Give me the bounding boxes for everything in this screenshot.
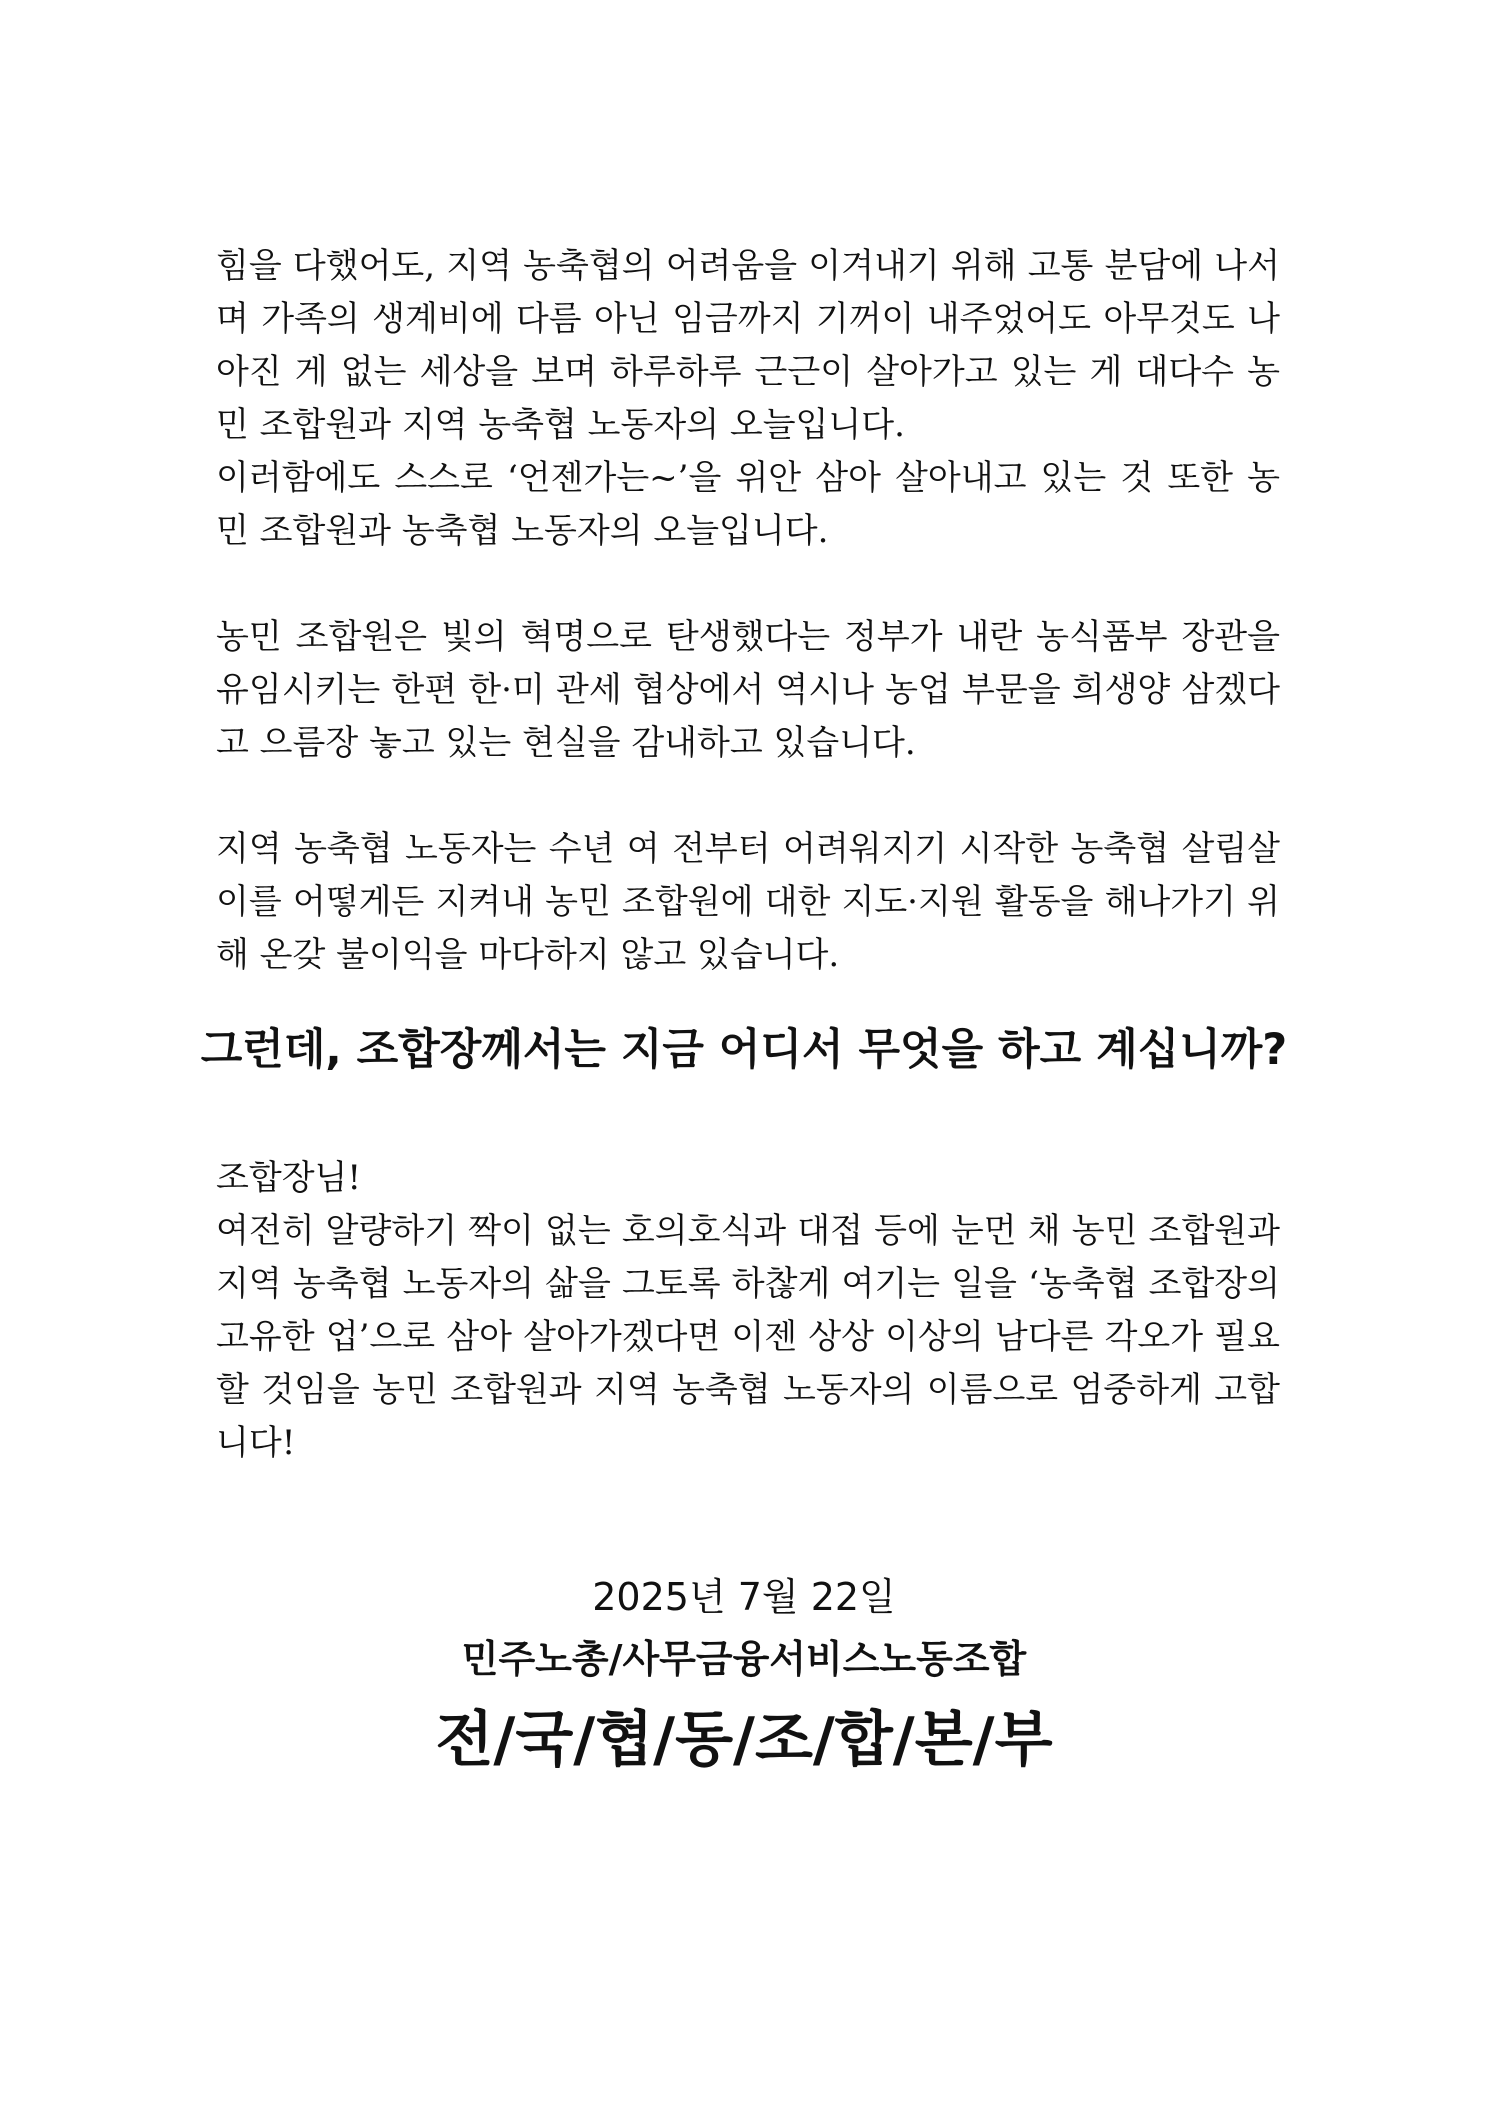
address-section bbox=[216, 1152, 1280, 1470]
paragraph-farmers: 농민 조합원은 빛의 혁명으로 탄생했다는 정부가 내란 농식품부 장관을 유임시키는 한편 한·미 관세 협상에서 역시나 농업 부문을 희생양 삼겠다고 으름장 놓고 있는 현실을 감내하고 있습니다. bbox=[216, 617, 1280, 763]
paragraph-warning: 여전히 알량하기 짝이 없는 호의호식과 대접 등에 눈먼 채 농민 조합원과 지역 농축협 노동자의 삶을 그토록 하찮게 여기는 일을 ‘농축협 조합장의 고유한 업’으로 삼아 살아가겠다면 이젠 상상 이상의 남다른 각오가 필요할 것임을 농민 조합원과 지역 농축협 노동자의 이름으로 엄중하게 고합니다! bbox=[216, 1211, 1280, 1463]
farmers-section bbox=[216, 611, 1280, 770]
workers-section bbox=[216, 823, 1280, 982]
paragraph-hardship: 힘을 다했어도, 지역 농축협의 어려움을 이겨내기 위해 고통 분담에 나서며 가족의 생계비에 다름 아닌 임금까지 기꺼이 내주었어도 아무것도 나아진 게 없는 세상을 보며 하루하루 근근이 살아가고 있는 게 대다수 농민 조합원과 지역 농축협 노동자의 오늘입니다. bbox=[216, 246, 1280, 445]
paragraph-someday: 이러함에도 스스로 ‘언젠가는~’을 위안 삼아 살아내고 있는 것 또한 농민 조합원과 농축협 노동자의 오늘입니다. bbox=[216, 458, 1280, 551]
signature-date: 2025년 7월 22일 bbox=[592, 1575, 896, 1619]
signature-branch: 전/국/협/동/조/합/본/부 bbox=[435, 1705, 1053, 1775]
salutation: 조합장님! bbox=[216, 1158, 362, 1198]
signature-organization: 민주노총/사무금융서비스노동조합 bbox=[461, 1637, 1027, 1681]
intro-section bbox=[216, 240, 1280, 558]
question-heading: 그런데, 조합장께서는 지금 어디서 무엇을 하고 계십니까? bbox=[200, 1025, 1288, 1075]
paragraph-workers: 지역 농축협 노동자는 수년 여 전부터 어려워지기 시작한 농축협 살림살이를 어떻게든 지켜내 농민 조합원에 대한 지도·지원 활동을 해나가기 위해 온갖 불이익을 마다하지 않고 있습니다. bbox=[216, 829, 1280, 975]
